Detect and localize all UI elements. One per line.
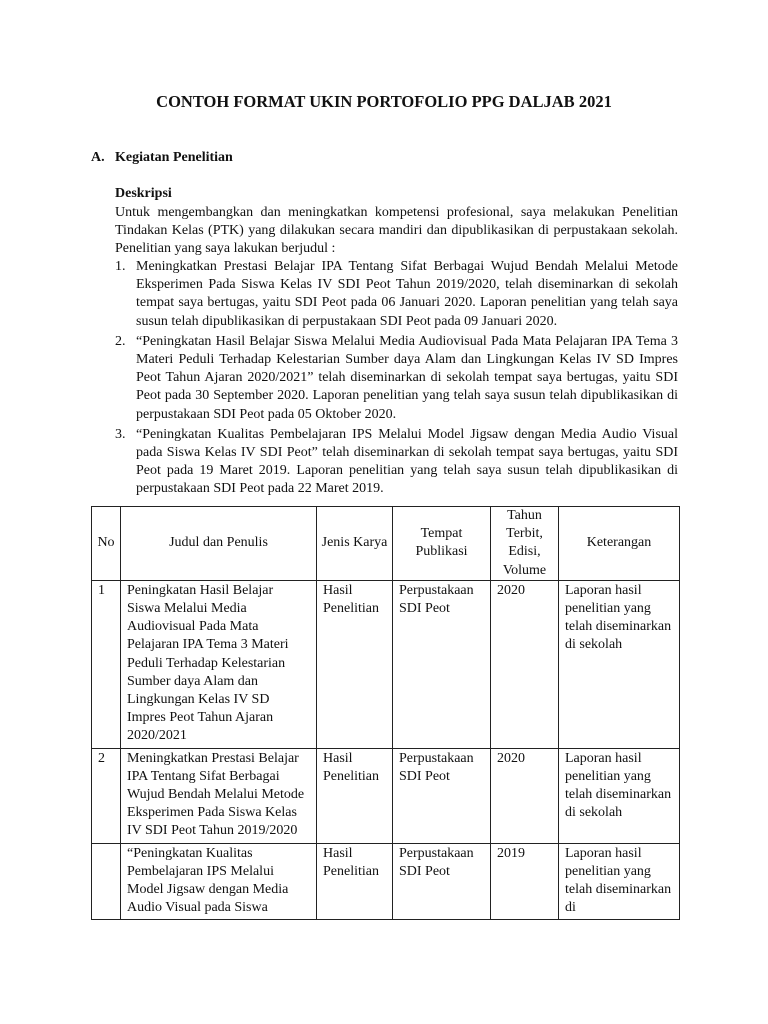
list-item-text: Meningkatkan Prestasi Belajar IPA Tentang Sifat Berbagai Wujud Bendah Melalui Metode Eksperimen Pada Siswa Kelas IV SDI Peot Tahun 2019/2020, telah diseminarkan di sekolah tempat saya bertugas, yaitu SDI Peot pada 06 Januari 2020. Laporan penelitian yang telah saya susun telah dipublikasikan di perpustakaan SDI Peot pada 09 Januari 2020. — [136, 259, 678, 329]
list-item — [115, 258, 678, 331]
cell-tempat: Perpustakaan SDI Peot — [393, 748, 491, 843]
header-jenis: Jenis Karya — [317, 507, 393, 581]
cell-judul: Meningkatkan Prestasi Belajar IPA Tentang Sifat Berbagai Wujud Bendah Melalui Metode Eksperimen Pada Siswa Kelas IV SDI Peot Tahun 2019/2020 — [121, 748, 317, 843]
cell-no: 1 — [92, 580, 121, 748]
list-item-number: 2. — [115, 333, 126, 349]
header-no: No — [92, 507, 121, 581]
cell-keterangan: Laporan hasil penelitian yang telah diseminarkan di sekolah — [559, 748, 680, 843]
header-tempat: Tempat Publikasi — [393, 507, 491, 581]
cell-keterangan: Laporan hasil penelitian yang telah diseminarkan di — [559, 843, 680, 920]
cell-tahun: 2020 — [491, 580, 559, 748]
list-item — [115, 333, 678, 424]
section-letter: A. — [91, 150, 105, 165]
cell-jenis: Hasil Penelitian — [317, 580, 393, 748]
list-item-text: “Peningkatan Kualitas Pembelajaran IPS Melalui Model Jigsaw dengan Media Audio Visual pada Siswa Kelas IV SDI Peot” telah diseminarkan di sekolah tempat saya bertugas, yaitu SDI Peot pada 19 Maret 2019. Laporan penelitian yang telah saya susun telah dipublikasikan di perpustakaan SDI Peot pada 22 Maret 2019. — [136, 426, 678, 497]
subheading-deskripsi: Deskripsi — [115, 186, 172, 201]
cell-tahun: 2020 — [491, 748, 559, 843]
list-item — [115, 426, 678, 499]
cell-judul: Peningkatan Hasil Belajar Siswa Melalui Media Audiovisual Pada Mata Pelajaran IPA Tema 3 Materi Peduli Terhadap Kelestarian Sumber daya Alam dan Lingkungan Kelas IV SD Impres Peot Tahun Ajaran 2020/2021 — [121, 580, 317, 748]
table-row — [92, 843, 680, 920]
cell-no — [92, 843, 121, 920]
list-item-number: 3. — [115, 426, 126, 442]
list-item-text: “Peningkatan Hasil Belajar Siswa Melalui Media Audiovisual Pada Mata Pelajaran IPA Tema 3 Materi Peduli Terhadap Kelestarian Sumber daya Alam dan Lingkungan Kelas IV SD Impres Peot Tahun Ajaran 2020/2021” telah diseminarkan di sekolah tempat saya bertugas, yaitu SDI Peot pada 30 September 2020. Laporan penelitian yang telah saya susun telah dipublikasikan di perpustakaan SDI Peot pada 05 Oktober 2020. — [136, 333, 678, 422]
research-list — [115, 258, 678, 501]
table-row — [92, 748, 680, 843]
list-item-number: 1. — [115, 259, 126, 274]
cell-tempat: Perpustakaan SDI Peot — [393, 843, 491, 920]
cell-tempat: Perpustakaan SDI Peot — [393, 580, 491, 748]
header-tahun: Tahun Terbit, Edisi, Volume — [491, 507, 559, 581]
table-row — [92, 580, 680, 748]
research-table — [91, 506, 680, 920]
header-judul: Judul dan Penulis — [121, 507, 317, 581]
cell-jenis: Hasil Penelitian — [317, 748, 393, 843]
cell-jenis: Hasil Penelitian — [317, 843, 393, 920]
table-header-row — [92, 507, 680, 581]
cell-no: 2 — [92, 748, 121, 843]
section-heading — [91, 150, 233, 166]
intro-paragraph: Untuk mengembangkan dan meningkatkan kompetensi profesional, saya melakukan Penelitian Tindakan Kelas (PTK) yang dilakukan secara mandiri dan dipublikasikan di perpustakaan sekolah. Penelitian yang saya lakukan berjudul : — [115, 205, 678, 257]
header-keterangan: Keterangan — [559, 507, 680, 581]
cell-tahun: 2019 — [491, 843, 559, 920]
cell-judul: “Peningkatan Kualitas Pembelajaran IPS Melalui Model Jigsaw dengan Media Audio Visual pada Siswa — [121, 843, 317, 920]
section-title: Kegiatan Penelitian — [115, 150, 233, 165]
document-title: CONTOH FORMAT UKIN PORTOFOLIO PPG DALJAB 2021 — [156, 92, 612, 111]
cell-keterangan: Laporan hasil penelitian yang telah diseminarkan di sekolah — [559, 580, 680, 748]
